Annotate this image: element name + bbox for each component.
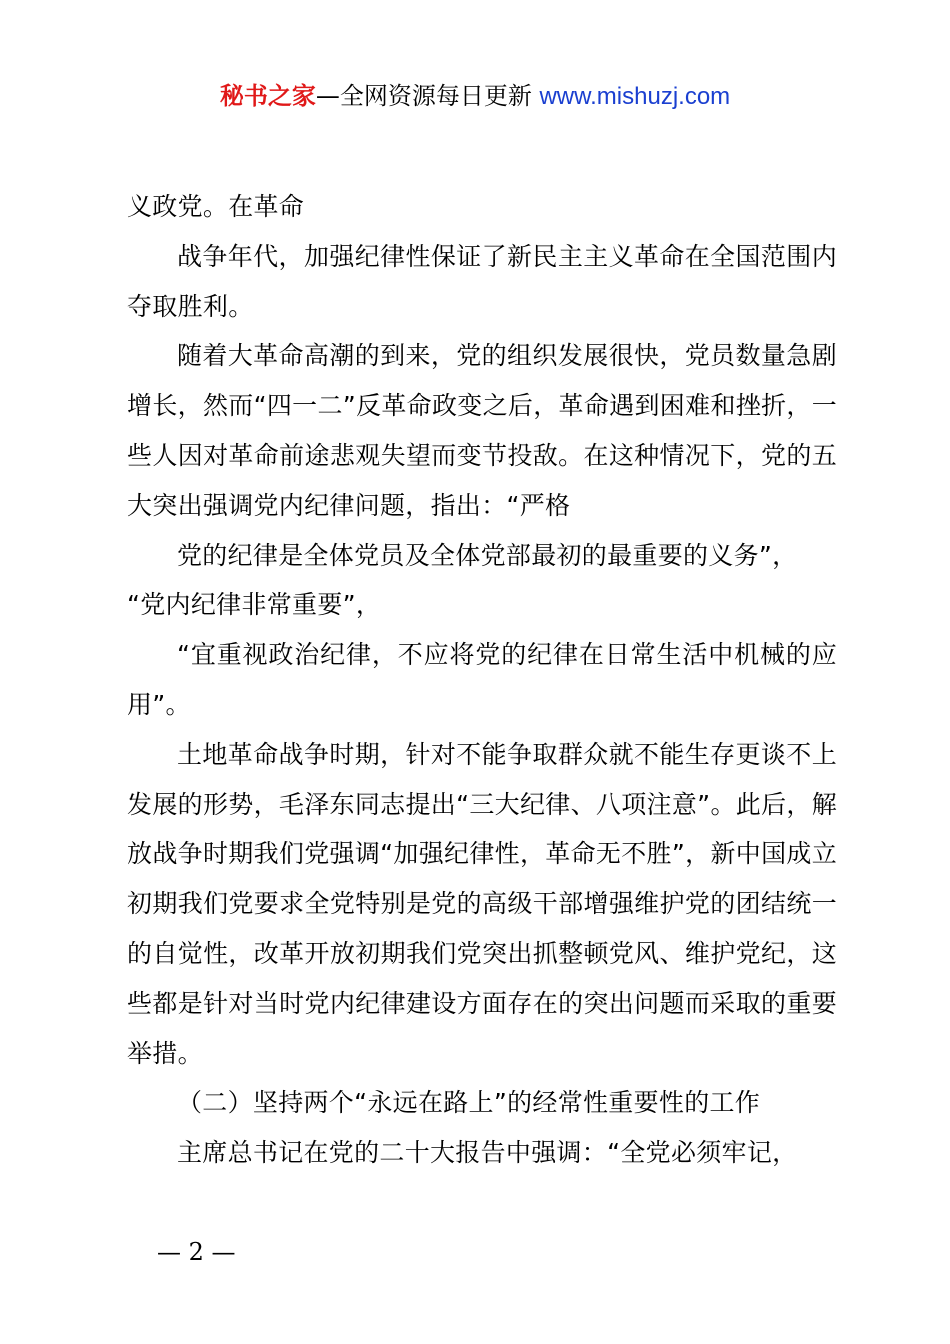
paragraph: 战争年代，加强纪律性保证了新民主主义革命在全国范围内夺取胜利。 — [127, 241, 837, 321]
section-heading: （二）坚持两个“永远在路上”的经常性重要性的工作 — [177, 1088, 761, 1118]
paragraph-continuation: 义政党。在革命 — [127, 192, 305, 221]
site-url-link[interactable]: www.mishuzj.com — [539, 83, 731, 110]
paragraph: “宜重视政治纪律，不应将党的纪律在日常生活中机械的应用”。 — [127, 640, 837, 719]
paragraph-quote: “党内纪律非常重要”， — [127, 590, 382, 620]
paragraph: 随着大革命高潮的到来，党的组织发展很快，党员数量急剧增长，然而“四一二”反革命政变之后，革命遇到困难和挫折，一些人因对革命前途悲观失望而变节投敌。在这种情况下，党的五大突出强调党内纪律问题，指出：“严格 — [127, 341, 837, 520]
page-number: — 2 — — [157, 1238, 236, 1266]
paragraph: 土地革命战争时期，针对不能争取群众就不能生存更谈不上发展的形势，毛泽东同志提出“三大纪律、八项注意”。此后，解放战争时期我们党强调“加强纪律性，革命无不胜”，新中国成立初期我们党要求全党特别是党的高级干部增强维护党的团结统一的自觉性，改革开放初期我们党突出抓整顿党风、维护党纪，这些都是针对当时党内纪律建设方面存在的突出问题而采取的重要举措。 — [127, 739, 837, 1068]
paragraph: 党的纪律是全体党员及全体党部最初的最重要的义务”， — [177, 540, 798, 570]
brand-name: 秘书之家 — [219, 82, 316, 110]
paragraph: 主席总书记在党的二十大报告中强调：“全党必须牢记， — [177, 1138, 798, 1168]
site-header — [0, 78, 950, 115]
header-slogan: —全网资源每日更新 — [315, 82, 532, 110]
document-body — [127, 182, 837, 1178]
